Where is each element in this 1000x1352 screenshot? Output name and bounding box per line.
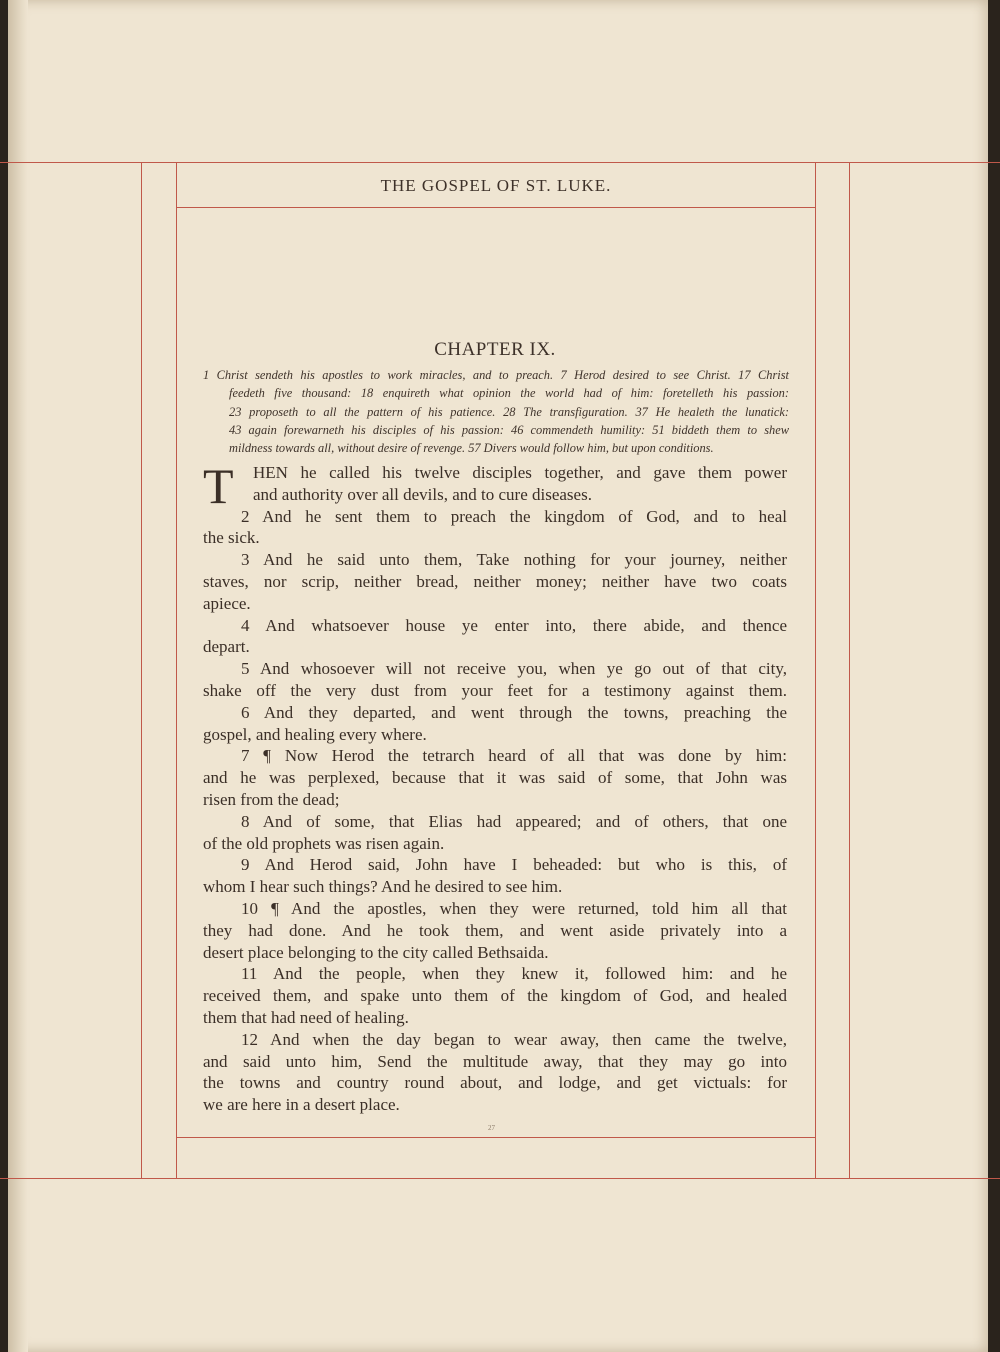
verse-line: and authority over all devils, and to cure diseases. (253, 484, 592, 504)
verse-line: shake off the very dust from your feet for a testimony against them. (203, 680, 787, 700)
verse-line: the towns and country round about, and lodge, and get victuals: for (203, 1073, 787, 1093)
verse-line: 6 And they departed, and went through the towns, preaching the (241, 702, 787, 722)
verse-line: and said unto him, Send the multitude away, that they may go into (203, 1051, 787, 1071)
frame-rule-inner-right (815, 162, 816, 1178)
verse-line: whom I hear such things? And he desired to see him. (203, 877, 563, 897)
verse-line: 2 And he sent them to preach the kingdom of God, and to heal (241, 506, 787, 526)
verse-line: HEN he called his twelve disciples together, and gave them power (253, 463, 787, 482)
verse-line: 9 And Herod said, John have I beheaded: but who is this, of (241, 855, 787, 875)
page-gutter (8, 0, 28, 1352)
verse-line: 12 And when the day began to wear away, then came the twelve, (241, 1029, 787, 1049)
verse-line: 7 ¶ Now Herod the tetrarch heard of all that was done by him: (241, 746, 787, 766)
chapter-title: CHAPTER IX. (434, 339, 556, 360)
verse-line: desert place belonging to the city called Bethsaida. (203, 942, 549, 962)
summary-line: mildness towards all, without desire of revenge. 57 Divers would follow him, but upon conditions. (229, 441, 714, 456)
verse-line: we are here in a desert place. (203, 1095, 400, 1115)
verse-line: 3 And he said unto them, Take nothing for your journey, neither (241, 550, 787, 570)
summary-line: 1 Christ sendeth his apostles to work miracles, and to preach. 7 Herod desired to see Christ. 17 Christ (203, 368, 789, 382)
frame-rule-top (0, 162, 1000, 163)
verse-line: depart. (203, 637, 250, 657)
verse-line: they had done. And he took them, and went aside privately into a (203, 920, 787, 940)
verse-line: the sick. (203, 528, 260, 548)
verse-line: received them, and spake unto them of the kingdom of God, and healed (203, 986, 787, 1006)
frame-rule-bottom (0, 1178, 1000, 1179)
verse-line: 10 ¶ And the apostles, when they were returned, told him all that (241, 898, 787, 918)
page-folio: 27 (488, 1124, 495, 1132)
verse-line: apiece. (203, 593, 251, 613)
chapter-summary (203, 366, 789, 457)
verse-line: 11 And the people, when they knew it, followed him: and he (241, 964, 787, 984)
verse-line: staves, nor scrip, neither bread, neither money; neither have two coats (203, 571, 787, 591)
frame-rule-outer-right (849, 162, 850, 1178)
verse-line: risen from the dead; (203, 789, 340, 809)
verse-line: 5 And whosoever will not receive you, when ye go out of that city, (241, 659, 787, 679)
verse-line: 8 And of some, that Elias had appeared; and of others, that one (241, 811, 787, 831)
frame-rule-inner-left (176, 162, 177, 1178)
summary-line: feedeth five thousand: 18 enquireth what opinion the world had of him: foretelleth his passion: (229, 386, 789, 401)
verse-line: of the old prophets was risen again. (203, 833, 445, 853)
verse-line: 4 And whatsoever house ye enter into, there abide, and thence (241, 615, 787, 635)
running-head: THE GOSPEL OF ST. LUKE. (380, 176, 612, 195)
verse-line: and he was perplexed, because that it was said of some, that John was (203, 768, 787, 788)
summary-line: 43 again forewarneth his disciples of his passion: 46 commendeth humility: 51 biddeth them to shew (229, 422, 789, 437)
summary-line: 23 proposeth to all the pattern of his patience. 28 The transfiguration. 37 He healeth the lunatick: (229, 404, 789, 419)
frame-rule-outer-left (141, 162, 142, 1178)
verse-line: them that had need of healing. (203, 1007, 409, 1027)
scripture-text (203, 458, 787, 1116)
drop-cap: T (203, 458, 234, 514)
footer-rule (177, 1137, 815, 1138)
header-underline (177, 207, 815, 208)
verse-line: gospel, and healing every where. (203, 724, 427, 744)
